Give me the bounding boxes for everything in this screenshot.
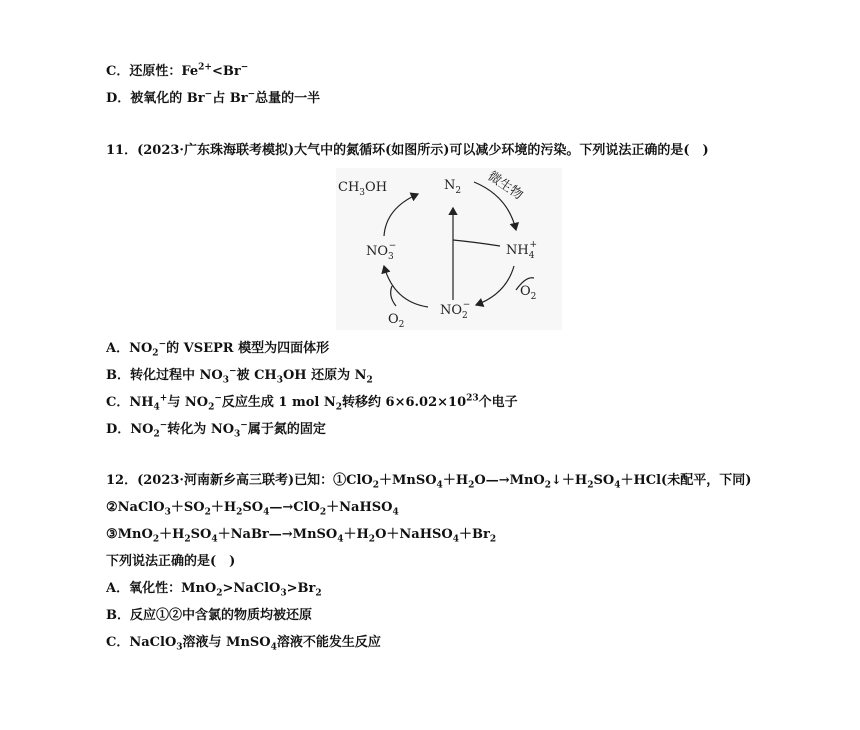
superscript: + xyxy=(159,393,168,404)
subscript: 2 xyxy=(544,480,552,491)
reaction-text: ＋NaHSO xyxy=(326,500,393,515)
subscript: 2 xyxy=(319,507,327,518)
subscript: 4 xyxy=(392,507,399,518)
subscript: 2 xyxy=(372,480,379,491)
subscript: 2 xyxy=(208,402,215,413)
question-text: ＋H xyxy=(442,473,469,488)
question-text: ↓＋H xyxy=(551,473,588,488)
label-o2-left: $O_2$ xyxy=(388,312,405,330)
option-d-oxidized-br xyxy=(106,91,320,107)
reaction-text: ＋Br xyxy=(458,527,490,542)
option-text: 与 NO xyxy=(167,395,209,410)
subscript: 4 xyxy=(452,534,459,545)
superscript: − xyxy=(159,420,168,431)
option-d-text: 总量的一半 xyxy=(255,91,321,106)
subscript: 2 xyxy=(366,375,373,386)
option-text: 转移约 6×6.02×10 xyxy=(342,395,467,410)
option-b-q11 xyxy=(106,368,373,384)
question-text: ＋HCl(未配平，下同) xyxy=(620,473,752,488)
option-text: C．NH xyxy=(106,395,154,410)
reaction-text: ③MnO xyxy=(106,527,153,542)
reaction-text: ②NaClO xyxy=(106,500,165,515)
option-a-q11 xyxy=(106,341,329,357)
option-text: D．NO xyxy=(106,422,154,437)
option-text: 转化为 NO xyxy=(167,422,235,437)
option-a-q12 xyxy=(106,581,322,597)
option-text: 溶液与 MnSO xyxy=(182,635,271,650)
label-n2: $N_2$ xyxy=(444,178,462,196)
subscript: 3 xyxy=(222,375,229,386)
subscript: 2 xyxy=(153,429,160,440)
option-text: OH 还原为 N xyxy=(282,368,367,383)
question-text: 12．(2023·河南新乡高三联考)已知：①ClO xyxy=(106,473,373,488)
reaction-text: ＋H xyxy=(210,500,237,515)
option-text: 被 CH xyxy=(236,368,277,383)
subscript: 4 xyxy=(614,480,621,491)
superscript: − xyxy=(240,62,249,73)
reaction-3 xyxy=(106,527,496,543)
nitrogen-cycle-figure xyxy=(336,168,562,330)
label-no3: $NO_3-$ xyxy=(366,241,397,262)
subscript: 2 xyxy=(152,348,159,359)
option-c-reducibility xyxy=(106,64,248,80)
subscript: 4 xyxy=(436,480,443,491)
superscript: − xyxy=(204,89,213,100)
label-nh4: $NH_4+$ xyxy=(506,240,537,261)
subscript: 2 xyxy=(368,534,376,545)
label-microbe: 微生物 xyxy=(484,168,526,204)
question-12-stem xyxy=(106,473,751,489)
subscript: 3 xyxy=(164,507,171,518)
option-text: 属于氮的固定 xyxy=(247,422,326,437)
subscript: 2 xyxy=(236,507,243,518)
option-b-q12: B．反应①②中含氯的物质均被还原 xyxy=(106,608,312,623)
nitrogen-cycle-diagram xyxy=(336,168,562,330)
subscript: 4 xyxy=(211,534,218,545)
question-11-stem: 11．(2023·广东珠海联考模拟)大气中的氮循环(如图所示)可以减少环境的污染。下列说法正确的是( ) xyxy=(106,143,709,158)
option-d-text: 占 Br xyxy=(212,91,248,106)
subscript: 4 xyxy=(263,507,270,518)
option-text: >NaClO xyxy=(222,581,281,596)
question-text: SO xyxy=(593,473,615,488)
option-c-q11 xyxy=(106,395,518,411)
superscript: − xyxy=(214,393,222,404)
subscript: 2 xyxy=(587,480,594,491)
subscript: 3 xyxy=(276,375,283,386)
label-no2: $NO_2-$ xyxy=(440,300,471,321)
option-c-text: <Br xyxy=(211,64,241,79)
option-text: B．转化过程中 NO xyxy=(106,368,223,383)
option-c-text: C．还原性：Fe xyxy=(106,64,199,79)
reaction-text: —→ClO xyxy=(269,500,320,515)
option-text: A．NO xyxy=(106,341,153,356)
reaction-text: SO xyxy=(190,527,212,542)
option-d-q11 xyxy=(106,422,326,438)
option-text: 的 VSEPR 模型为四面体形 xyxy=(166,341,330,356)
subscript: 2 xyxy=(152,534,160,545)
subscript: 2 xyxy=(315,588,322,599)
reaction-text: ＋H xyxy=(343,527,369,542)
superscript: − xyxy=(158,339,167,350)
option-d-text: D．被氧化的 Br xyxy=(106,91,205,106)
option-text: C．NaClO xyxy=(106,635,177,650)
reaction-text: ＋NaBr—→MnSO xyxy=(217,527,338,542)
label-o2-right: $O_2$ xyxy=(520,284,537,302)
question-12-prompt: 下列说法正确的是( ) xyxy=(106,554,236,569)
subscript: 3 xyxy=(280,588,287,599)
option-text: 反应生成 1 mol N xyxy=(221,395,336,410)
subscript: 2 xyxy=(489,534,497,545)
reaction-text: SO xyxy=(242,500,264,515)
option-text: A．氧化性：MnO xyxy=(106,581,217,596)
superscript: − xyxy=(247,89,256,100)
question-text: O—→MnO xyxy=(474,473,545,488)
reaction-text: ＋H xyxy=(159,527,185,542)
subscript: 4 xyxy=(270,642,277,653)
superscript: 23 xyxy=(466,393,479,404)
subscript: 2 xyxy=(204,507,211,518)
subscript: 3 xyxy=(234,429,241,440)
option-c-q12 xyxy=(106,635,381,651)
question-text: ＋MnSO xyxy=(378,473,437,488)
superscript: − xyxy=(240,420,248,431)
reaction-2 xyxy=(106,500,399,516)
superscript: 2+ xyxy=(198,62,212,73)
subscript: 2 xyxy=(335,402,343,413)
subscript: 4 xyxy=(153,402,160,413)
option-text: >Br xyxy=(286,581,316,596)
option-text: 个电子 xyxy=(478,395,518,410)
subscript: 2 xyxy=(184,534,191,545)
reaction-text: ＋SO xyxy=(170,500,205,515)
subscript: 3 xyxy=(176,642,183,653)
option-text: 溶液不能发生反应 xyxy=(276,635,381,650)
label-ch3oh: $CH_3OH$ xyxy=(338,180,388,198)
subscript: 2 xyxy=(216,588,223,599)
reaction-text: O＋NaHSO xyxy=(375,527,453,542)
subscript: 2 xyxy=(468,480,475,491)
subscript: 4 xyxy=(337,534,344,545)
superscript: − xyxy=(229,366,237,377)
